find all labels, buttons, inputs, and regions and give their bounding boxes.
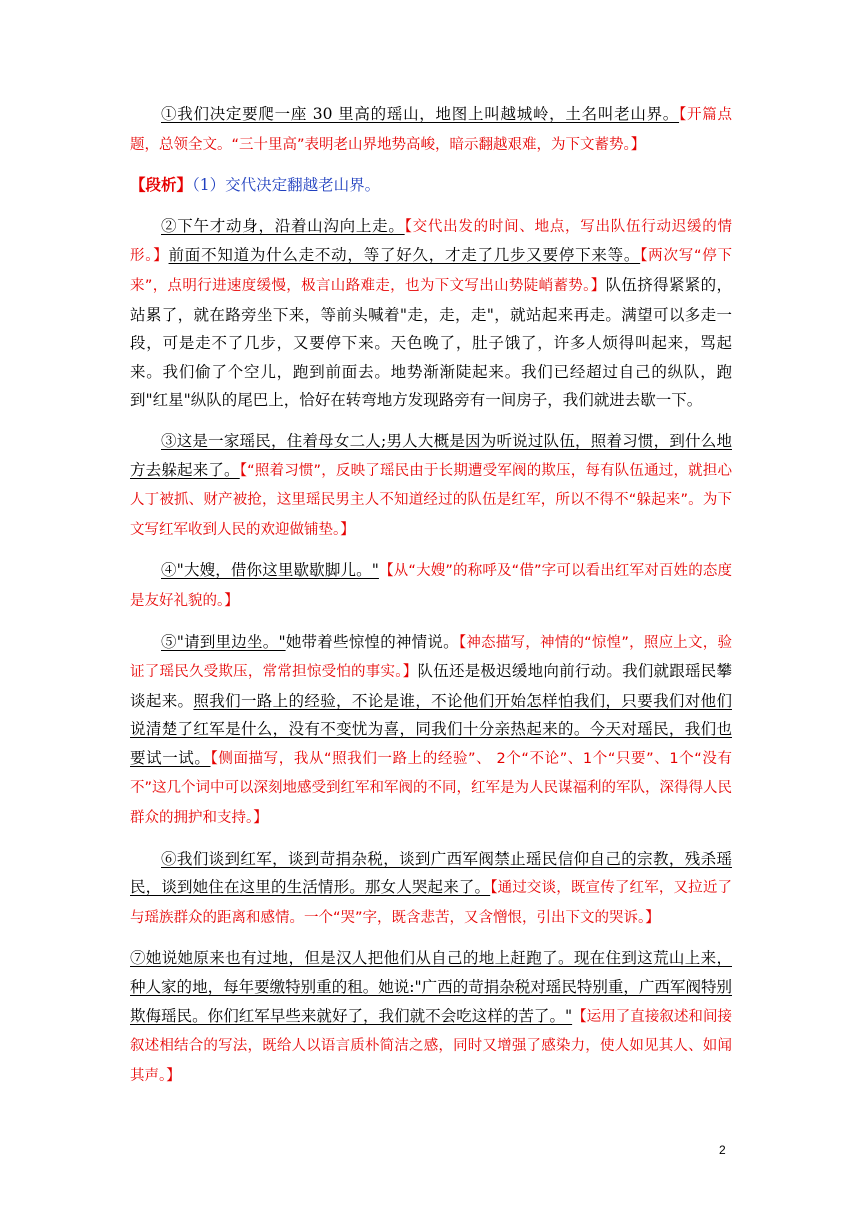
paragraph-1-annotation: 【开篇点题，总领全文。“三十里高”表明老山界地势高峻，暗示翻越艰难，为下文蓄势。】 [130,107,732,153]
page-number: 2 [719,1143,726,1157]
paragraph-2-text-c: 队伍挤得紧紧的，站累了，就在路旁坐下来，等前头喊着"走，走，走"，就站起来再走。满望可以多走一段，可是走不了几步，又要停下来。天色晚了，肚子饿了，许多人烦得叫起来，骂起来。我们偷了个空儿，跑到前面去。地势渐渐陡起来。我们已经超过自己的纵队，跑到"红星"纵队的尾巴上，恰好在转弯地方发现路旁有一间房子，我们就进去歇一下。 [130,275,732,410]
paragraph-2-annotation-a: 【交代出发的时间、地点，写出队伍行动迟缓的情形。】 [130,218,732,265]
section-analysis [130,171,732,200]
paragraph-3-annotation: 【“照着习惯”，反映了瑶民由于长期遭受军阀的欺压，每有队伍通过，就担心人丁被抓、财产被抢，这里瑶民男主人不知道经过的队伍是红军，所以不得不“躲起来”。为下文写红军收到人民的欢迎做铺垫。】 [130,462,732,538]
document-body [130,100,732,1102]
paragraph-6 [130,845,732,933]
paragraph-7 [130,944,732,1090]
paragraph-6-text: ⑥我们谈到红军，谈到苛捐杂税，谈到广西军阀禁止瑶民信仰自己的宗教，残杀瑶民，谈到她住在这里的生活情形。那女人哭起来了。 [130,849,732,897]
paragraph-2-text-b: 前面不知道为什么走不动，等了好久，才走了几步又要停下来等。 [168,246,641,265]
paragraph-2-annotation-b: 【两次写“停下来”，点明行进速度缓慢，极言山路难走，也为下文写出山势陡峭蓄势。】 [130,248,733,294]
paragraph-3-text: ③这是一家瑶民，住着母女二人;男人大概是因为听说过队伍，照着习惯，到什么地方去躲起来了。 [130,431,732,479]
paragraph-6-annotation: 【通过交谈，既宣传了红军，又拉近了与瑶族群众的距离和感情。一个“哭”字，既含悲苦，又含憎恨，引出下文的哭诉。】 [130,880,732,926]
paragraph-4-annotation: 【从“大嫂”的称呼及“借”字可以看出红军对百姓的态度是友好礼貌的。】 [130,563,733,609]
section-analysis-label: 【段析】 [130,176,193,195]
paragraph-3 [130,427,732,544]
paragraph-4 [130,556,732,615]
paragraph-5-annotation-a: 【神态描写，神情的“惊惶”，照应上文，验证了瑶民久受欺压，常常担惊受怕的事实。】 [130,634,732,681]
paragraph-2-text-a: ②下午才动身，沿着山沟向上走。 [161,216,405,235]
paragraph-4-text: ④"大嫂，借你这里歇歇脚儿。" [161,561,379,580]
paragraph-5-annotation-b: 【侧面描写，我从“照我们一路上的经验”、 2个“不论”、1个“只要”、1个“没有不”这几个词中可以深刻地感受到红军和军阀的不同，红军是为人民谋福利的军队，深得得人民群众的拥护和支持。】 [130,750,733,827]
paragraph-7-annotation: 【运用了直接叙述和间接叙述相结合的写法，既给人以语言质朴简洁之感，同时又增强了感染力，使人如见其人、如闻其声。】 [130,1008,732,1084]
paragraph-1-text: ①我们决定要爬一座 30 里高的瑶山，地图上叫越城岭，土名叫老山界。 [161,105,680,123]
paragraph-5 [130,628,732,833]
paragraph-5-text-c: 照我们一路上的经验，不论是谁，不论他们开始怎样怕我们，只要我们对他们说清楚了红军是什么，没有不变忧为喜，同我们十分亲热起来的。今天对瑶民，我们也要试一试。 [130,691,732,767]
paragraph-2 [130,212,732,415]
paragraph-5-quote: ⑤"请到里边坐。" [161,632,286,651]
paragraph-5-text-a: 她带着些惊惶的神情说。 [285,632,459,651]
paragraph-1 [130,100,732,159]
section-analysis-text: （1）交代决定翻越老山界。 [192,176,381,195]
paragraph-7-text: ⑦她说她原来也有过地，但是汉人把他们从自己的地上赶跑了。现在住到这荒山上来，种人家的地，每年要缴特别重的租。她说:"广西的苛捐杂税对瑶民特别重，广西军阀特别欺侮瑶民。你们红军早些来就好了，我们就不会吃这样的苦了。" [130,949,732,1025]
paragraph-5-text-b: 队伍还是极迟缓地向前行动。我们就跟瑶民攀谈起来。 [130,662,732,710]
